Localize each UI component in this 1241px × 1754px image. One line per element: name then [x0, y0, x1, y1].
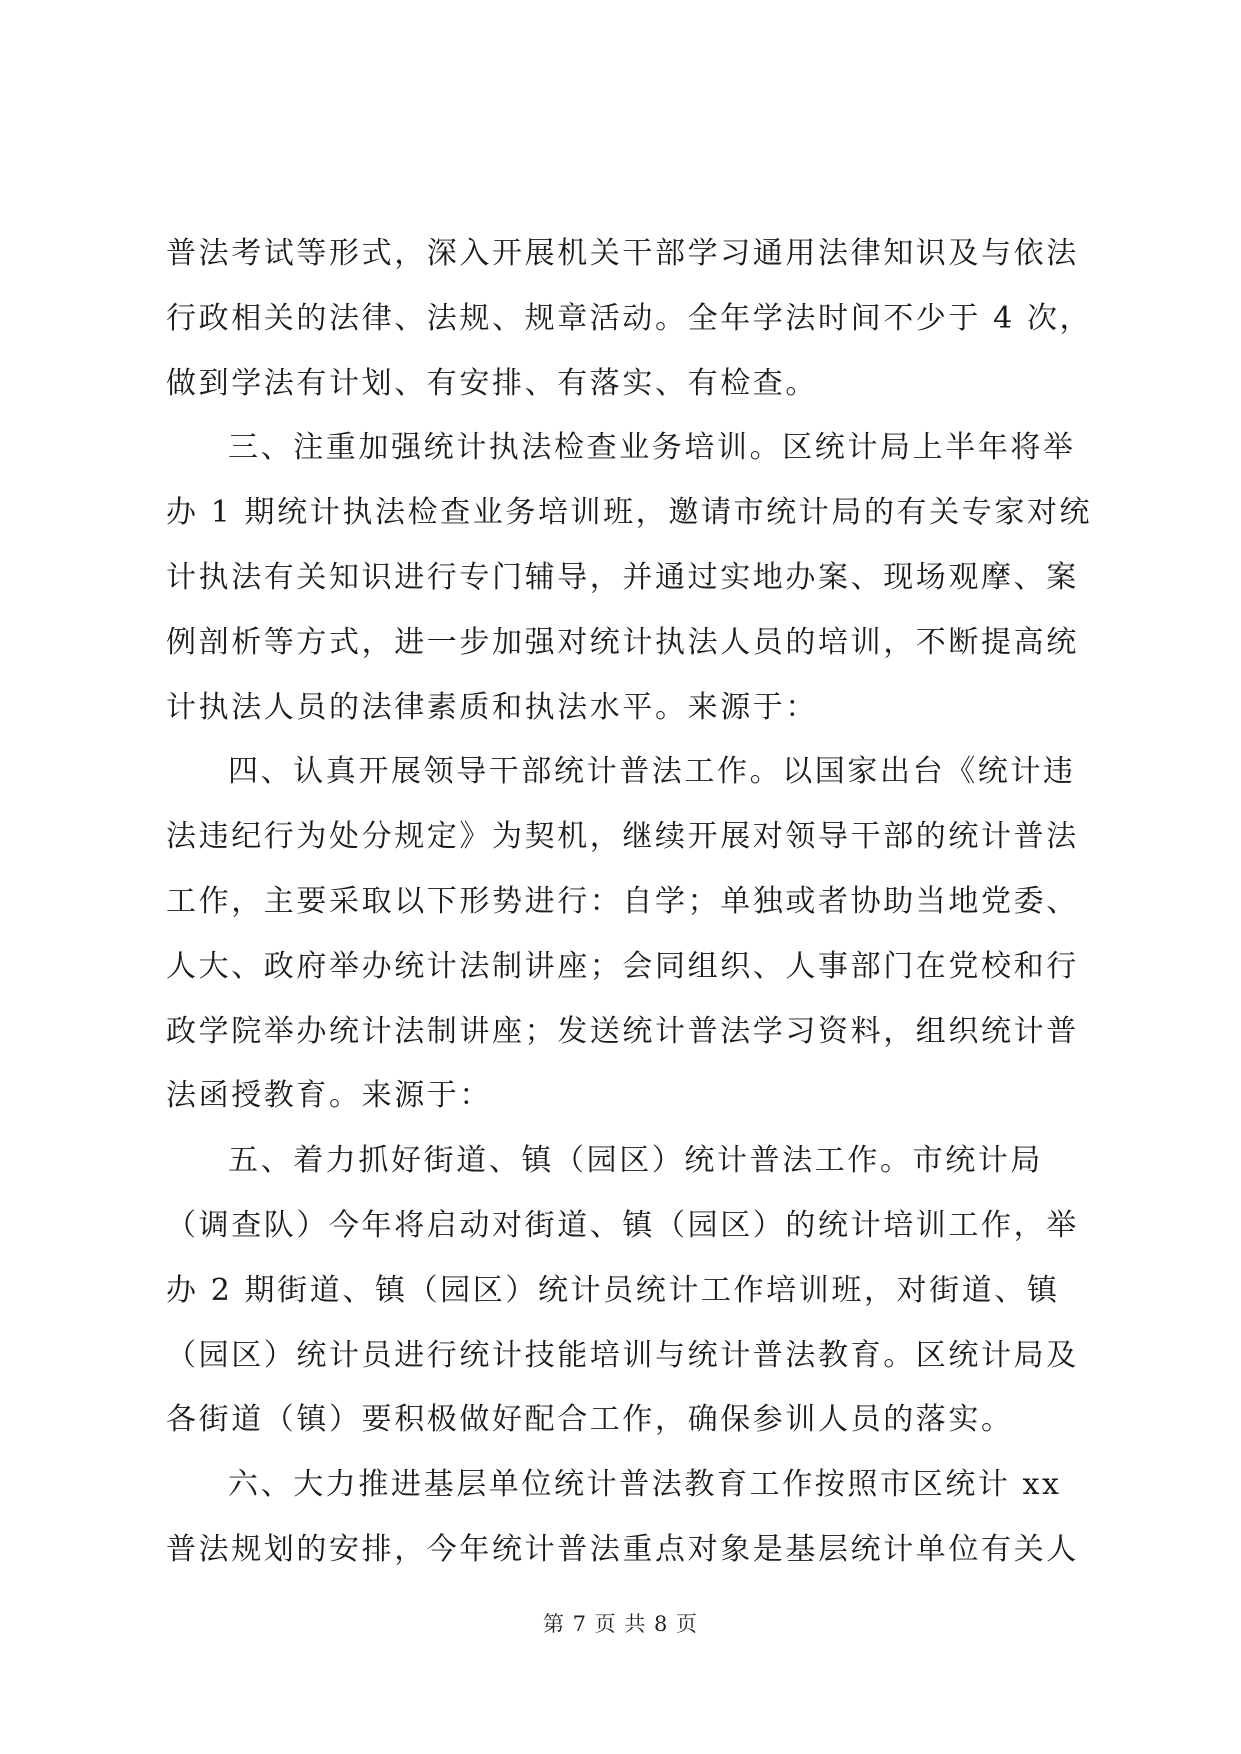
body-line: （调查队）今年将启动对街道、镇（园区）的统计培训工作，举	[166, 1207, 1079, 1243]
body-line: 工作，主要采取以下形势进行：自学；单独或者协助当地党委、	[166, 883, 1079, 919]
body-line: 政学院举办统计法制讲座；发送统计普法学习资料，组织统计普	[166, 1013, 1079, 1049]
body-line: 各街道（镇）要积极做好配合工作，确保参训人员的落实。	[166, 1402, 1014, 1438]
body-line: 办 1 期统计执法检查业务培训班，邀请市统计局的有关专家对统	[166, 495, 1093, 531]
body-line: 行政相关的法律、法规、规章活动。全年学法时间不少于 4 次，	[166, 300, 1093, 336]
body-line: 办 2 期街道、镇（园区）统计员统计工作培训班，对街道、镇	[166, 1272, 1060, 1308]
body-line: 例剖析等方式，进一步加强对统计执法人员的培训，不断提高统	[166, 624, 1079, 660]
section-3-heading-line: 三、注重加强统计执法检查业务培训。区统计局上半年将举	[228, 430, 1076, 466]
body-line: 做到学法有计划、有安排、有落实、有检查。	[166, 365, 818, 401]
body-line: 普法考试等形式，深入开展机关干部学习通用法律知识及与依法	[166, 236, 1079, 271]
body-line: 人大、政府举办统计法制讲座；会同组织、人事部门在党校和行	[166, 948, 1079, 984]
page-number-footer: 第 7 页 共 8 页	[542, 1612, 699, 1636]
document-body	[166, 222, 1093, 1583]
body-line: 计执法有关知识进行专门辅导，并通过实地办案、现场观摩、案	[166, 559, 1079, 595]
section-4-heading-line: 四、认真开展领导干部统计普法工作。以国家出台《统计违	[228, 754, 1076, 790]
body-line: （园区）统计员进行统计技能培训与统计普法教育。区统计局及	[166, 1337, 1079, 1373]
body-line: 普法规划的安排，今年统计普法重点对象是基层统计单位有关人	[166, 1531, 1079, 1567]
body-line: 法函授教育。来源于：	[166, 1078, 492, 1114]
section-6-heading-line: 六、大力推进基层单位统计普法教育工作按照市区统计 xx	[228, 1467, 1062, 1503]
section-5-heading-line: 五、着力抓好街道、镇（园区）统计普法工作。市统计局	[228, 1143, 1043, 1179]
body-line: 法违纪行为处分规定》为契机，继续开展对领导干部的统计普法	[166, 819, 1079, 855]
body-line: 计执法人员的法律素质和执法水平。来源于：	[166, 689, 818, 725]
